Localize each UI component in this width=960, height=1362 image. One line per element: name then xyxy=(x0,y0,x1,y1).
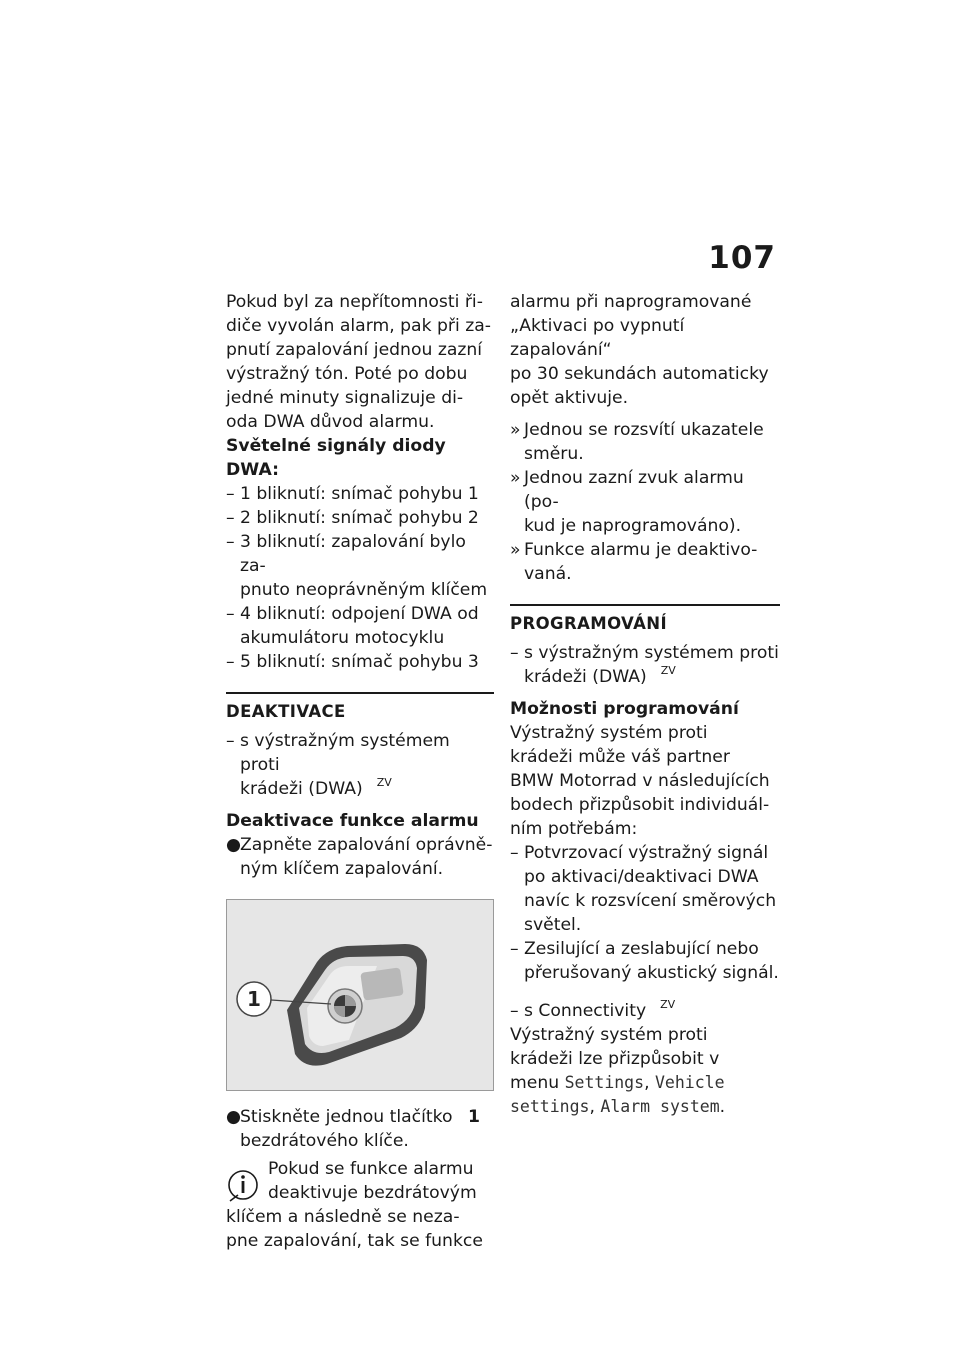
step-item: ● Stiskněte jednou tlačítko 1 bezdrátového klíče. xyxy=(226,1107,480,1151)
description-paragraph xyxy=(510,721,780,841)
equipment-option: – s výstražným systémem proti krádeži (DWA) $^{ZV}$ xyxy=(510,643,779,687)
key-figure xyxy=(226,899,494,1091)
result-arrow-icon: » xyxy=(510,540,521,560)
info-note xyxy=(226,1157,494,1253)
option-badge: ZV xyxy=(660,998,676,1011)
right-column xyxy=(510,290,780,1119)
figure-callout-label: 1 xyxy=(247,987,261,1011)
list-item: – 5 bliknutí: snímač pohybu 3 xyxy=(226,652,479,672)
menu-path-line: menu Settings, Vehicle xyxy=(510,1073,725,1093)
text-line: po 30 sekundách automaticky xyxy=(510,364,769,384)
option-badge: ZV xyxy=(376,776,392,789)
text-line: opět aktivuje. xyxy=(510,388,629,408)
sub-heading: Deaktivace funkce alarmu xyxy=(226,811,479,831)
text-line: klíčem a následně se neza- xyxy=(226,1207,460,1227)
equipment-option: – s výstražným systémem proti krádeži (DWA) $^{ZV}$ xyxy=(226,731,450,799)
page-number: 107 xyxy=(708,240,776,276)
result-item: » Jednou se rozsvítí ukazatele směru. xyxy=(510,420,764,464)
left-column xyxy=(226,290,494,1253)
text-line: oda DWA důvod alarmu. xyxy=(226,412,435,432)
bullet-icon: ● xyxy=(226,835,241,855)
text-line: ním potřebám: xyxy=(510,819,638,839)
menu-path-item: settings xyxy=(510,1097,590,1116)
section-divider xyxy=(226,692,494,694)
section-divider xyxy=(510,604,780,606)
text-line: „Aktivaci po vypnutí zapalování“ xyxy=(510,316,685,360)
step-item: ● Zapněte zapalování oprávně- ným klíčem zapalování. xyxy=(226,835,493,879)
text-line: pnutí zapalování jednou zazní xyxy=(226,340,483,360)
menu-path-line: settings, Alarm system. xyxy=(510,1097,726,1117)
list-item: – Potvrzovací výstražný signál po aktivaci/deaktivaci DWA navíc k rozsvícení směrových světel. xyxy=(510,843,777,935)
list-item: – 3 bliknutí: zapalování bylo za- pnuto neoprávněným klíčem xyxy=(226,532,488,600)
figure-reference: 1 xyxy=(467,1107,480,1127)
text-line: Pokud byl za nepřítomnosti ři- xyxy=(226,292,483,312)
menu-path-item: Vehicle xyxy=(655,1073,725,1092)
list-item: – 4 bliknutí: odpojení DWA od akumulátoru motocyklu xyxy=(226,604,479,648)
text-line: BMW Motorrad v následujících xyxy=(510,771,770,791)
section-heading-deaktivace: DEAKTIVACE xyxy=(226,702,346,721)
signals-list xyxy=(226,482,494,674)
list-item: – 1 bliknutí: snímač pohybu 1 xyxy=(226,484,479,504)
text-line: výstražný tón. Poté po dobu xyxy=(226,364,468,384)
text-line: krádeži může váš partner xyxy=(510,747,730,767)
intro-paragraph xyxy=(226,290,494,434)
continuation-paragraph xyxy=(510,290,780,410)
text-line: bodech přizpůsobit individuál- xyxy=(510,795,770,815)
menu-path-item: Alarm system xyxy=(600,1097,720,1116)
results-list xyxy=(510,418,780,586)
text-line: deaktivuje bezdrátovým xyxy=(268,1183,477,1203)
option-badge: ZV xyxy=(660,664,676,677)
section-heading-programovani: PROGRAMOVÁNÍ xyxy=(510,614,668,633)
result-arrow-icon: » xyxy=(510,420,521,440)
sub-heading: Možnosti programování xyxy=(510,699,739,719)
list-item: – 2 bliknutí: snímač pohybu 2 xyxy=(226,508,479,528)
menu-path-item: Settings xyxy=(564,1073,645,1092)
equipment-option: – s Connectivity $^{ZV}$ xyxy=(510,998,676,1021)
text-line: Výstražný systém proti xyxy=(510,723,708,743)
list-item: – Zesilující a zeslabující nebo přerušovaný akustický signál. xyxy=(510,939,779,983)
text-line: alarmu při naprogramované xyxy=(510,292,752,312)
text-line: Pokud se funkce alarmu xyxy=(268,1159,474,1179)
text-line: Výstražný systém proti xyxy=(510,1025,708,1045)
text-line: krádeži lze přizpůsobit v xyxy=(510,1049,720,1069)
result-item: » Funkce alarmu je deaktivo- vaná. xyxy=(510,540,758,584)
text-line: diče vyvolán alarm, pak při za- xyxy=(226,316,491,336)
wireless-key-image xyxy=(227,900,493,1090)
info-icon xyxy=(226,1165,260,1205)
text-line: pne zapalování, tak se funkce xyxy=(226,1231,483,1251)
text-line: jedné minuty signalizuje di- xyxy=(226,388,464,408)
signals-title: Světelné signály diody DWA: xyxy=(226,436,446,480)
result-arrow-icon: » xyxy=(510,468,521,488)
result-item: » Jednou zazní zvuk alarmu (po- kud je naprogramováno). xyxy=(510,468,744,536)
bullet-icon: ● xyxy=(226,1107,241,1127)
